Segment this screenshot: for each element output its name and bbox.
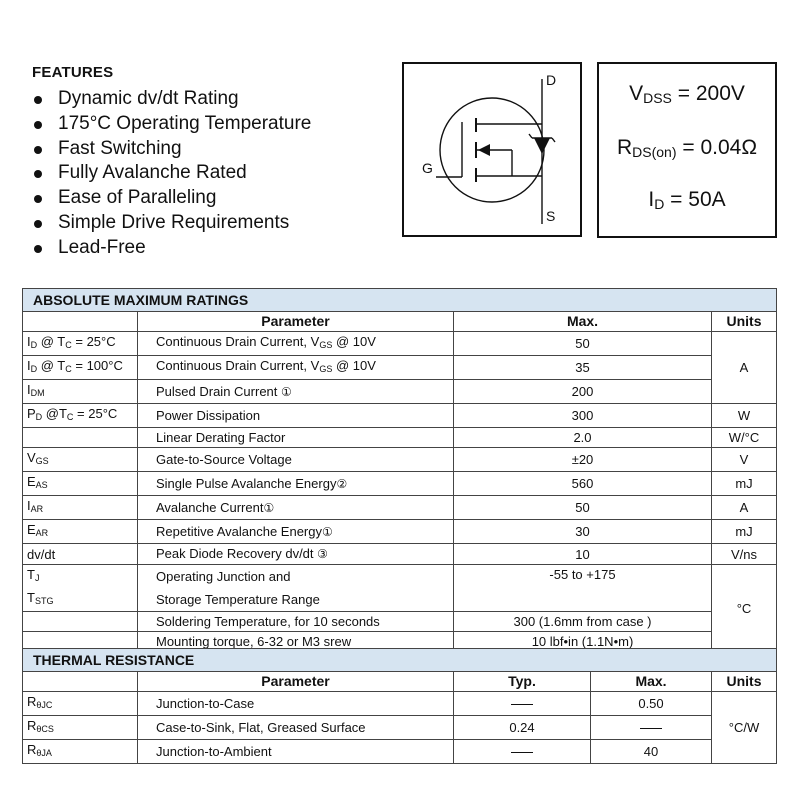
note-ref: ③ (317, 547, 328, 561)
col-header-max: Max. (454, 312, 712, 332)
units-cell: °C/W (712, 692, 777, 764)
units-cell: W/°C (712, 428, 777, 448)
parameter-cell: Gate-to-Source Voltage (138, 448, 454, 472)
mosfet-symbol-box (402, 62, 582, 237)
table-row (23, 565, 777, 589)
max-cell (591, 716, 712, 740)
source-label: S (546, 208, 556, 224)
symbol-cell (23, 612, 138, 632)
feature-item: Dynamic dv/dt Rating (32, 87, 392, 112)
table-row (23, 380, 777, 404)
symbol-cell: $E_{AS}$ (23, 472, 138, 496)
header-row (23, 312, 777, 332)
typ-cell (454, 692, 591, 716)
parameter-cell: Power Dissipation (138, 404, 454, 428)
table-row (23, 496, 777, 520)
max-cell: 50 (454, 332, 712, 356)
table-row (23, 404, 777, 428)
absolute-maximum-ratings-table (22, 288, 777, 652)
max-cell: 10 lbf•in (1.1N•m) (454, 632, 712, 652)
gate-label: G (422, 160, 433, 176)
symbol-cell: $T_J$ (23, 565, 138, 589)
table-row (23, 740, 777, 764)
dash-icon (511, 704, 533, 705)
table-row (23, 520, 777, 544)
parameter-cell: Continuous Drain Current, $V_{GS}$ @ 10V (138, 356, 454, 380)
parameter-cell: Continuous Drain Current, $V_{GS}$ @ 10V (138, 332, 454, 356)
symbol-cell: $E_{AR}$ (23, 520, 138, 544)
feature-item: Fully Avalanche Rated (32, 161, 392, 186)
symbol-cell: $R_{\theta JC}$ (23, 692, 138, 716)
symbol-cell: $T_{STG}$ (23, 588, 138, 612)
feature-item: Fast Switching (32, 137, 392, 162)
units-cell: W (712, 404, 777, 428)
spec-vdss: $V_{DSS} = 200V$ (629, 82, 745, 106)
symbol-cell: $R_{\theta CS}$ (23, 716, 138, 740)
max-cell: 40 (591, 740, 712, 764)
max-cell: ±20 (454, 448, 712, 472)
symbol-cell (23, 428, 138, 448)
symbol-cell: $I_{DM}$ (23, 380, 138, 404)
table-row (23, 692, 777, 716)
parameter-cell: Operating Junction and (138, 565, 454, 589)
note-ref: ② (336, 476, 348, 491)
symbol-cell: $I_D$ @ $T_C = 25^\circ C$ (23, 332, 138, 356)
max-cell: 50 (454, 496, 712, 520)
note-ref: ① (321, 524, 333, 539)
bullet-icon (34, 146, 42, 154)
table-row (23, 356, 777, 380)
units-cell: V/ns (712, 544, 777, 565)
dash-icon (640, 728, 662, 729)
max-cell: -55 to +175 (454, 565, 712, 612)
spec-rdson: $R_{DS(on)} = 0.04\Omega$ (616, 136, 758, 160)
parameter-cell: Storage Temperature Range (138, 588, 454, 612)
symbol-cell: $V_{GS}$ (23, 448, 138, 472)
units-cell: mJ (712, 472, 777, 496)
parameter-cell: Soldering Temperature, for 10 seconds (138, 612, 454, 632)
feature-item: Lead-Free (32, 236, 392, 261)
parameter-cell: Avalanche Current① (138, 496, 454, 520)
col-header-typ: Typ. (454, 672, 591, 692)
section-title: THERMAL RESISTANCE (23, 649, 777, 672)
parameter-cell: Junction-to-Ambient (138, 740, 454, 764)
table-row (23, 612, 777, 632)
bullet-icon (34, 220, 42, 228)
parameter-cell: Junction-to-Case (138, 692, 454, 716)
units-cell: A (712, 496, 777, 520)
note-ref: ① (263, 500, 275, 515)
bullet-icon (34, 121, 42, 129)
max-cell: 2.0 (454, 428, 712, 448)
bullet-icon (34, 195, 42, 203)
parameter-cell: Single Pulse Avalanche Energy② (138, 472, 454, 496)
parameter-cell: Linear Derating Factor (138, 428, 454, 448)
typ-cell: 0.24 (454, 716, 591, 740)
units-cell: V (712, 448, 777, 472)
max-cell: 200 (454, 380, 712, 404)
parameter-cell: Case-to-Sink, Flat, Greased Surface (138, 716, 454, 740)
col-header-parameter: Parameter (138, 672, 454, 692)
parameter-cell: Pulsed Drain Current ① (138, 380, 454, 404)
table-row (23, 472, 777, 496)
table-row (23, 544, 777, 565)
units-cell: A (712, 332, 777, 404)
symbol-cell: $I_D$ @ $T_C = 100^\circ C$ (23, 356, 138, 380)
symbol-cell: dv/dt (23, 544, 138, 565)
thermal-resistance-table (22, 648, 777, 764)
max-cell: 0.50 (591, 692, 712, 716)
table-row (23, 428, 777, 448)
table-row (23, 448, 777, 472)
col-header-max: Max. (591, 672, 712, 692)
col-header-units: Units (712, 312, 777, 332)
table-row (23, 716, 777, 740)
typ-cell (454, 740, 591, 764)
max-cell: 30 (454, 520, 712, 544)
bullet-icon (34, 245, 42, 253)
features-title: FEATURES (32, 64, 114, 81)
units-cell: °C (712, 565, 777, 652)
symbol-cell: $I_{AR}$ (23, 496, 138, 520)
max-cell: 35 (454, 356, 712, 380)
table-row (23, 332, 777, 356)
max-cell: 560 (454, 472, 712, 496)
drain-label: D (546, 72, 557, 88)
dash-icon (511, 752, 533, 753)
parameter-cell: Mounting torque, 6-32 or M3 srew (138, 632, 454, 652)
parameter-cell: Repetitive Avalanche Energy① (138, 520, 454, 544)
bullet-icon (34, 96, 42, 104)
note-ref: ① (281, 384, 292, 399)
max-cell: 300 (454, 404, 712, 428)
bullet-icon (34, 170, 42, 178)
key-specs-box (597, 62, 777, 238)
feature-item: 175°C Operating Temperature (32, 112, 392, 137)
header-row (23, 672, 777, 692)
feature-item: Simple Drive Requirements (32, 211, 392, 236)
units-cell: mJ (712, 520, 777, 544)
col-header-parameter: Parameter (138, 312, 454, 332)
col-header-units: Units (712, 672, 777, 692)
spec-id: $I_D = 50A$ (648, 188, 726, 212)
max-cell: 10 (454, 544, 712, 565)
section-title: ABSOLUTE MAXIMUM RATINGS (23, 289, 777, 312)
features-section (32, 64, 392, 261)
parameter-cell: Peak Diode Recovery dv/dt ③ (138, 544, 454, 565)
features-list (32, 87, 392, 261)
symbol-cell: $R_{\theta JA}$ (23, 740, 138, 764)
feature-item: Ease of Paralleling (32, 186, 392, 211)
max-cell: 300 (1.6mm from case ) (454, 612, 712, 632)
symbol-cell: $P_D$ $@T_C = 25^\circ C$ (23, 404, 138, 428)
